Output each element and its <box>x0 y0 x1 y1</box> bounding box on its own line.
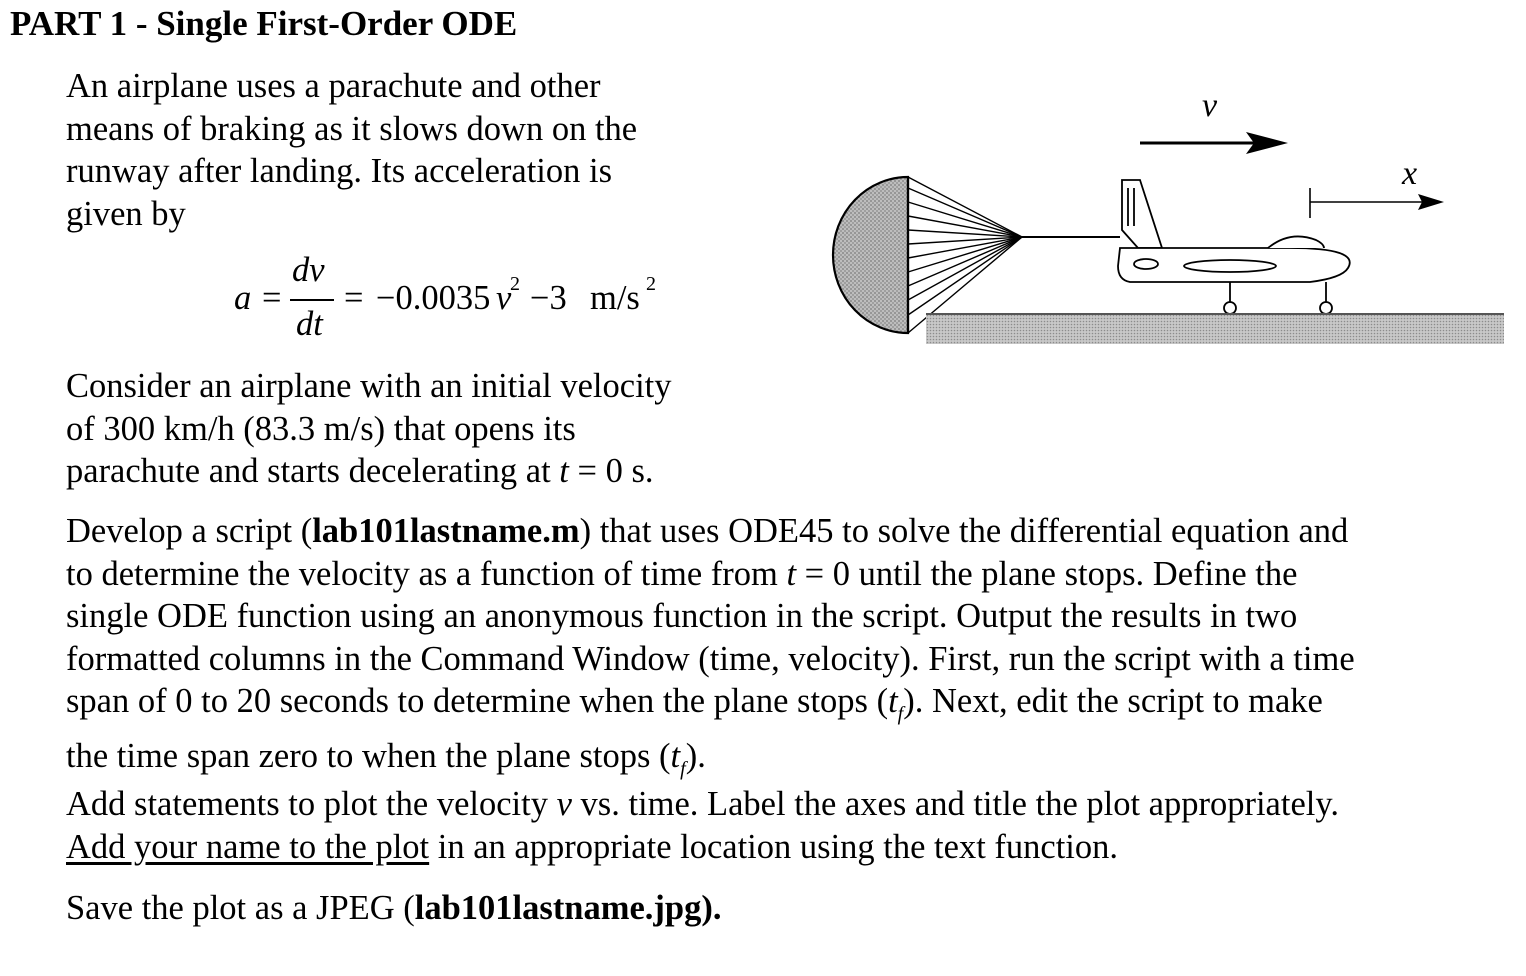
intro-paragraph <box>66 65 637 235</box>
position-arrow <box>1310 188 1444 218</box>
eq-equals-1: = <box>262 279 282 317</box>
airplane <box>1118 180 1350 314</box>
plot-line-2: Add your name to the plot in an appropriate location using the text function. <box>66 827 1119 866</box>
develop-line-3: single ODE function using an anonymous function in the script. Output the results in two <box>66 597 1298 635</box>
name-instruction: Add your name to the plot <box>66 827 430 866</box>
eq-exponent-1: 2 <box>510 273 520 295</box>
save-paragraph <box>66 887 721 930</box>
intro-line: given by <box>66 194 186 233</box>
develop-paragraph <box>66 510 1355 791</box>
eq-v: v <box>496 279 512 317</box>
script-filename: lab101lastname.m <box>312 512 580 550</box>
velocity-label: v <box>1202 87 1218 124</box>
eq-unit: m/s <box>590 279 640 317</box>
plot-line-1: Add statements to plot the velocity v vs. time. Label the axes and title the plot appropriately. <box>66 785 1339 823</box>
consider-paragraph <box>66 365 672 493</box>
eq-numerator: dv <box>292 251 325 289</box>
intro-line: runway after landing. Its acceleration is <box>66 152 613 190</box>
intro-line: An airplane uses a parachute and other <box>66 67 601 105</box>
eq-a: a <box>234 279 252 317</box>
plot-paragraph <box>66 783 1339 868</box>
develop-line-5: span of 0 to 20 seconds to determine when the plane stops $(t_f)$. Next, edit the script to make <box>66 682 1323 725</box>
consider-line-3: parachute and starts decelerating at t = 0 s. <box>66 452 654 490</box>
develop-line-6: the time span zero to when the plane stops $(t_f)$. <box>66 737 706 781</box>
velocity-arrow <box>1140 132 1288 154</box>
eq-minus-three: −3 <box>530 279 567 317</box>
eq-equals-2: = <box>344 279 364 317</box>
parachute <box>833 177 1120 333</box>
jpeg-filename: lab101lastname.jpg <box>414 889 702 927</box>
consider-line-1: Consider an airplane with an initial velocity <box>66 367 672 405</box>
save-line: Save the plot as a JPEG (lab101lastname.jpg). <box>66 889 722 927</box>
eq-fraction-bar <box>290 299 334 301</box>
acceleration-equation <box>234 251 674 347</box>
intro-line: means of braking as it slows down on the <box>66 109 638 148</box>
runway-ground <box>926 314 1504 344</box>
consider-line-2: of 300 km/h (83.3 m/s) that opens its <box>66 409 576 448</box>
develop-line-1: Develop a script (lab101lastname.m) that uses ODE45 to solve the differential equation and <box>66 512 1349 550</box>
develop-line-2: to determine the velocity as a function of time from t = 0 until the plane stops. Define the <box>66 554 1298 593</box>
airplane-parachute-figure <box>830 80 1510 360</box>
eq-denominator: dt <box>296 305 323 343</box>
section-heading: PART 1 - Single First-Order ODE <box>10 4 518 43</box>
develop-line-4: formatted columns in the Command Window (time, velocity). First, run the script with a time <box>66 639 1355 678</box>
position-label: x <box>1402 155 1418 192</box>
eq-exponent-2: 2 <box>646 273 656 295</box>
eq-coefficient: −0.0035 <box>376 279 491 317</box>
